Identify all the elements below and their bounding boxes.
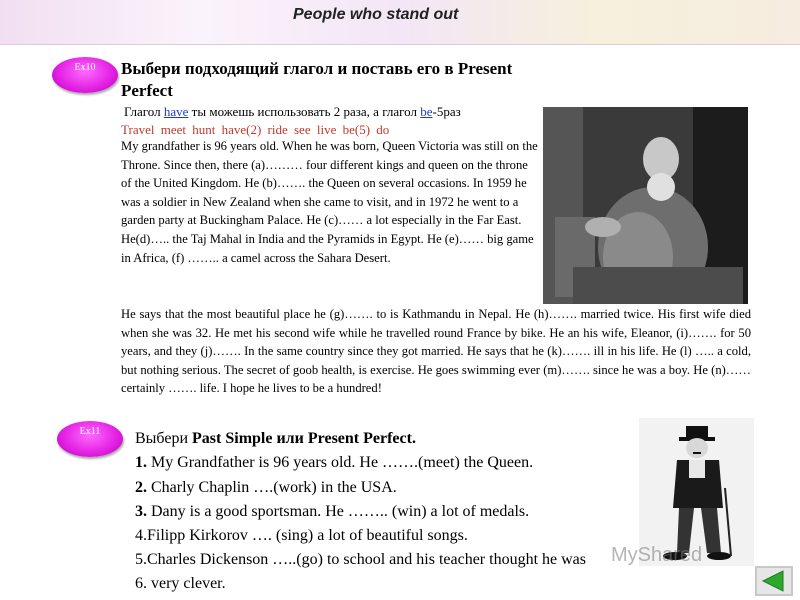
page-title: People who stand out [293, 6, 459, 23]
item-number: 3. [135, 503, 147, 520]
ex11-heading [135, 430, 416, 448]
item-text: Dany is a good sportsman. He …….. (win) a lot of medals. [147, 503, 530, 520]
list-item [135, 479, 397, 497]
hint-text-1: Глагол [124, 104, 164, 119]
ex10-text-part1: My grandfather is 96 years old. When he was born, Queen Victoria was still on the Throne. Since then, there (a)……… four different kings and queen on the throne of the United Kingdom. He (b)……. the Queen on several occasions. In 1959 he was a soldier in New Zealand when she came to visit, and in 1972 he went to a garden party at Buckingham Palace. He (c)…… a lot especially in the Far East. He(d)….. the Taj Mahal in India and the Pyramids in Egypt. He (e)…… big game in Africa, (f) …….. a camel across the Sahara Desert. [121, 139, 538, 265]
list-item [135, 527, 468, 545]
back-button[interactable] [755, 566, 793, 596]
hint-be-link[interactable]: be [420, 104, 433, 119]
list-item [135, 551, 586, 569]
list-item [135, 454, 533, 472]
list-item [135, 575, 226, 593]
hint-text-3: -5раз [432, 104, 461, 119]
grandfather-photo [543, 107, 748, 304]
ex11-heading-bold: Past Simple или Present Perfect. [192, 430, 416, 447]
item-text: 6. very clever. [135, 575, 226, 592]
verb-list: Travel meet hunt have(2) ride see live be(5) do [121, 122, 390, 137]
hint-have-link[interactable]: have [163, 104, 189, 119]
ex11-heading-prefix: Выбери [135, 430, 193, 447]
ex11-badge-label: Ex11 [79, 426, 101, 437]
ex10-badge [52, 57, 118, 93]
item-number: 1. [135, 454, 147, 471]
ex10-hint [124, 104, 461, 120]
item-text: 4.Filipp Kirkorov …. (sing) a lot of beautiful songs. [135, 527, 468, 544]
ex10-badge-label: Ex10 [74, 62, 96, 73]
ex11-badge [57, 421, 123, 457]
hint-text-2: ты можешь использовать 2 раза, а глагол [188, 104, 421, 119]
item-text: My Grandfather is 96 years old. He …….(meet) the Queen. [147, 454, 534, 471]
list-item [135, 503, 529, 521]
item-text: 5.Charles Dickenson …..(go) to school and his teacher thought he was [135, 551, 587, 568]
title-banner [0, 0, 800, 45]
left-arrow-icon [757, 568, 791, 594]
ex10-text-part2: He says that the most beautiful place he (g)……. to is Kathmandu in Nepal. He (h)……. married twice. His first wife died when she was 32. He met his second wife while he travelled round France by bike. He an his wife, Eleanor, (i)……. for 50 years, and they (j)……. In the same country since they got married. He says that he (k)……. ill in his life. He (l) ….. a cold, but nothing serious. The secret of goob health, is exercise. He goes swimming ever (m)……. since he was a boy. He (n)…… certainly ……. life. I hope he lives to be a hundred! [121, 307, 751, 396]
ex10-heading: Выбери подходящий глагол и поставь его в Present Perfect [121, 59, 513, 100]
watermark: MyShared [611, 544, 703, 566]
item-text: Charly Chaplin ….(work) in the USA. [147, 479, 397, 496]
item-number: 2. [135, 479, 147, 496]
